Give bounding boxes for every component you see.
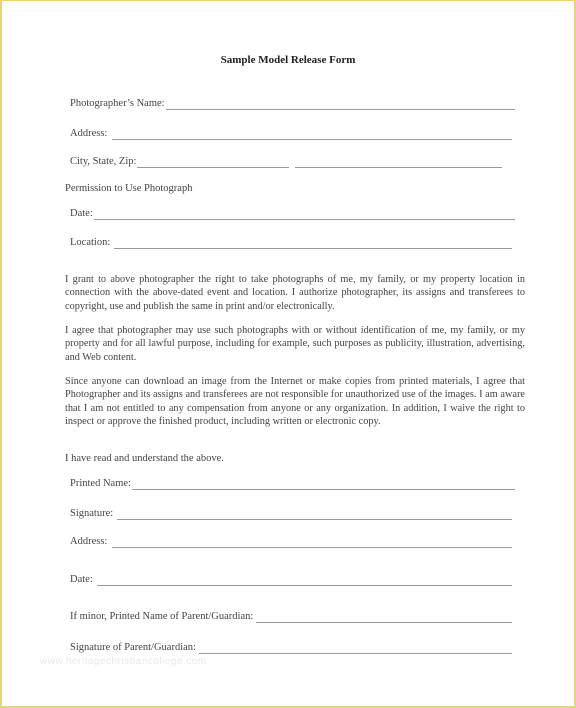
city-state-line[interactable] — [137, 157, 289, 168]
printed-name-line[interactable] — [132, 479, 515, 490]
permission-date-line[interactable] — [94, 209, 515, 220]
photographer-name-label: Photographer’s Name: — [70, 98, 165, 109]
bottom-address-line[interactable] — [112, 537, 512, 548]
bottom-address-label: Address: — [70, 536, 108, 547]
bottom-address-field[interactable] — [70, 535, 512, 548]
bottom-date-field[interactable] — [70, 573, 512, 586]
address-field[interactable] — [70, 127, 512, 140]
acknowledgement-text: I have read and understand the above. — [65, 453, 224, 464]
parent-name-label: If minor, Printed Name of Parent/Guardian: — [70, 611, 254, 622]
permission-date-label: Date: — [70, 208, 93, 219]
parent-signature-line[interactable] — [199, 643, 512, 654]
bottom-date-line[interactable] — [97, 575, 512, 586]
address-label: Address: — [70, 128, 108, 139]
city-state-zip-field[interactable] — [70, 155, 512, 168]
usage-paragraph: I agree that photographer may use such photographs with or without identification of me, my family, or my property and for all lawful purpose, including for example, such purposes as publicity, illustration, advertising, and Web content. — [65, 325, 525, 363]
city-state-zip-label: City, State, Zip: — [70, 156, 137, 167]
zip-line[interactable] — [295, 157, 502, 168]
location-line[interactable] — [114, 238, 512, 249]
bottom-date-label: Date: — [70, 574, 93, 585]
printed-name-label: Printed Name: — [70, 478, 131, 489]
parent-signature-label: Signature of Parent/Guardian: — [70, 642, 196, 653]
signature-field[interactable] — [70, 507, 512, 520]
parent-signature-field[interactable] — [70, 641, 512, 654]
waiver-paragraph: Since anyone can download an image from the Internet or make copies from printed materials, I agree that Photographer and its assigns and transferees are not responsible for unauthorized use of the images. I am aware that I am not entitled to any compensation from anyone or any organization. In addition, I waive the right to inspect or approve the finished product, including written or electronic copy. — [65, 376, 525, 428]
address-line[interactable] — [112, 129, 512, 140]
location-label: Location: — [70, 237, 111, 248]
photographer-name-line[interactable] — [166, 99, 515, 110]
printed-name-field[interactable] — [70, 477, 515, 490]
form-title: Sample Model Release Form — [220, 54, 356, 66]
permission-heading: Permission to Use Photograph — [65, 183, 193, 194]
location-field[interactable] — [70, 236, 512, 249]
signature-label: Signature: — [70, 508, 114, 519]
signature-line[interactable] — [117, 509, 512, 520]
parent-name-line[interactable] — [256, 612, 512, 623]
parent-name-field[interactable] — [70, 610, 512, 623]
grant-paragraph: I grant to above photographer the right to take photographs of me, my family, or my property location in connection with the above-dated event and location. I authorize photographer, its assigns and transferees to copyright, use and publish the same in print and/or electronically. — [65, 274, 525, 312]
permission-date-field[interactable] — [70, 207, 515, 220]
photographer-name-field[interactable] — [70, 97, 515, 110]
watermark-text: www.heritagechristiancollege.com — [40, 656, 207, 667]
